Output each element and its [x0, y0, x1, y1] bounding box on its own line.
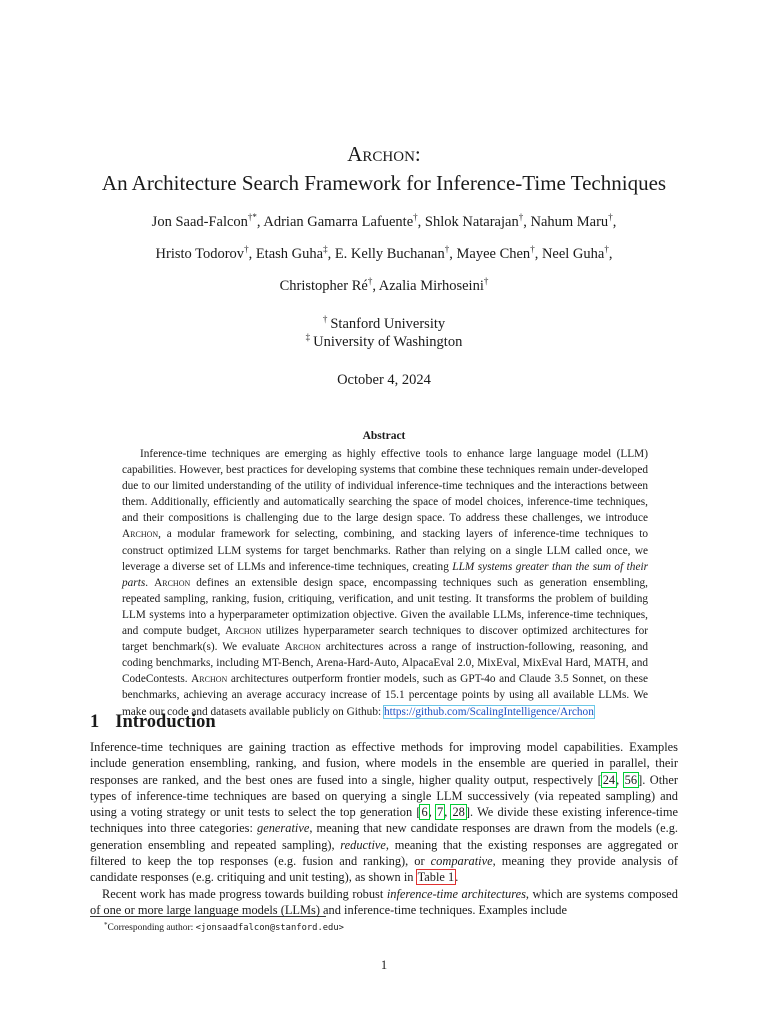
- author-name: Jon Saad-Falcon: [151, 214, 248, 230]
- author-name: Shlok Natarajan: [424, 214, 519, 230]
- author-name: Hristo Todorov: [155, 246, 245, 262]
- citation-link[interactable]: 28: [452, 805, 465, 820]
- citation-link[interactable]: 6: [421, 805, 428, 820]
- author-name: Neel Guha: [541, 246, 605, 262]
- author-name: Azalia Mirhoseini: [378, 278, 484, 294]
- author-name: Mayee Chen: [456, 246, 531, 262]
- affiliation-stanford: † Stanford University: [322, 314, 446, 332]
- citation-link[interactable]: 24: [602, 772, 616, 787]
- page-number: 1: [380, 958, 388, 972]
- paper-title-line1: Archon:: [347, 142, 421, 166]
- author-name: Nahum Maru: [530, 214, 609, 230]
- corresponding-email: <jonsaadfalcon@stanford.edu>: [195, 923, 344, 933]
- author-name: Adrian Gamarra Lafuente: [263, 214, 414, 230]
- affiliation-uw: ‡ University of Washington: [305, 332, 463, 350]
- paragraph: Inference-time techniques are gaining traction as effective methods for improving model capabilities. Examples include generation ensembling, ranking, and fusion, where models in the ensemble are queried in parallel, their responses are ranked, and the best ones are fused into a single, higher quality output, respectively [24, 56]. Other types of inference-time techniques are based on querying a single LLM successively (via repeated sampling) and using a voting strategy or unit tests to select the top generation [6, 7, 28]. We divide these existing inference-time techniques into three categories: generative, meaning that new candidate responses are drawn from the models (e.g. generation ensembling and repeated sampling), reductive, meaning that the existing responses are aggregated or filtered to keep the top responses (e.g. fusion and ranking), or comparative, meaning they provide analysis of candidate responses (e.g. critiquing and unit testing), as shown in Table 1.: [90, 740, 678, 885]
- author-list: [0, 206, 768, 302]
- author-name: E. Kelly Buchanan: [334, 246, 445, 262]
- affiliations: [0, 315, 768, 351]
- author-name: Etash Guha: [255, 246, 324, 262]
- github-link[interactable]: https://github.com/ScalingIntelligence/Archon: [383, 705, 594, 718]
- abstract-heading: Abstract: [362, 430, 406, 442]
- paper-title-line2: An Architecture Search Framework for Inference-Time Techniques: [101, 171, 667, 195]
- author-line-3: Christopher Ré†, Azalia Mirhoseini†: [279, 276, 489, 294]
- footnote-divider: [90, 916, 326, 917]
- author-name: Christopher Ré: [279, 278, 368, 294]
- section-heading-introduction: 1 Introduction: [90, 712, 216, 732]
- footnote: *Corresponding author: <jonsaadfalcon@stanford.edu>: [104, 921, 344, 933]
- author-line-1: Jon Saad-Falcon†*, Adrian Gamarra Lafuente†, Shlok Natarajan†, Nahum Maru†,: [151, 212, 617, 230]
- citation-link[interactable]: 56: [624, 772, 638, 787]
- publication-date: October 4, 2024: [337, 372, 431, 388]
- introduction-body: [90, 739, 678, 918]
- author-line-2: Hristo Todorov†, Etash Guha‡, E. Kelly Buchanan†, Mayee Chen†, Neel Guha†,: [155, 244, 613, 262]
- table-ref-link[interactable]: Table 1: [417, 870, 455, 885]
- citation-link[interactable]: 7: [436, 805, 444, 820]
- abstract-text: Inference-time techniques are emerging as highly effective tools to enhance large language model (LLM) capabilities. However, best practices for developing systems that combine these techniques remain under-developed due to our limited understanding of the utility of individual inference-time techniques and the interactions between them. Additionally, efficiently and automatically searching the space of model choices, inference-time techniques, and their compositions is challenging due to the large design space. To address these challenges, we introduce Archon, a modular framework for selecting, combining, and stacking layers of inference-time techniques to construct optimized LLM systems for target benchmarks. Rather than relying on a single LLM called once, we leverage a diverse set of LLMs and inference-time techniques, creating LLM systems greater than the sum of their parts. Archon defines an extensible design space, encompassing techniques such as generation ensembling, repeated sampling, ranking, fusion, critiquing, verification, and unit testing. It transforms the problem of building LLM systems into a hyperparameter optimization objective. Given the available LLMs, inference-time techniques, and compute budget, Archon utilizes hyperparameter search techniques to discover optimized architectures for target benchmark(s). We evaluate Archon architectures across a range of instruction-following, reasoning, and coding benchmarks, including MT-Bench, Arena-Hard-Auto, AlpacaEval 2.0, MixEval, MixEval Hard, MATH, and CodeContests. Archon architectures outperform frontier models, such as GPT-4o and Claude 3.5 Sonnet, on these benchmarks, achieving an average accuracy increase of 15.1 percentage points by using all available LLMs. We make our code and datasets available publicly on Github: https://github.com/ScalingIntelligence/Archon: [122, 448, 648, 718]
- paragraph: Recent work has made progress towards building robust inference-time architectures, which are systems composed of one or more large language models (LLMs) and inference-time techniques. Examples include: [90, 886, 678, 917]
